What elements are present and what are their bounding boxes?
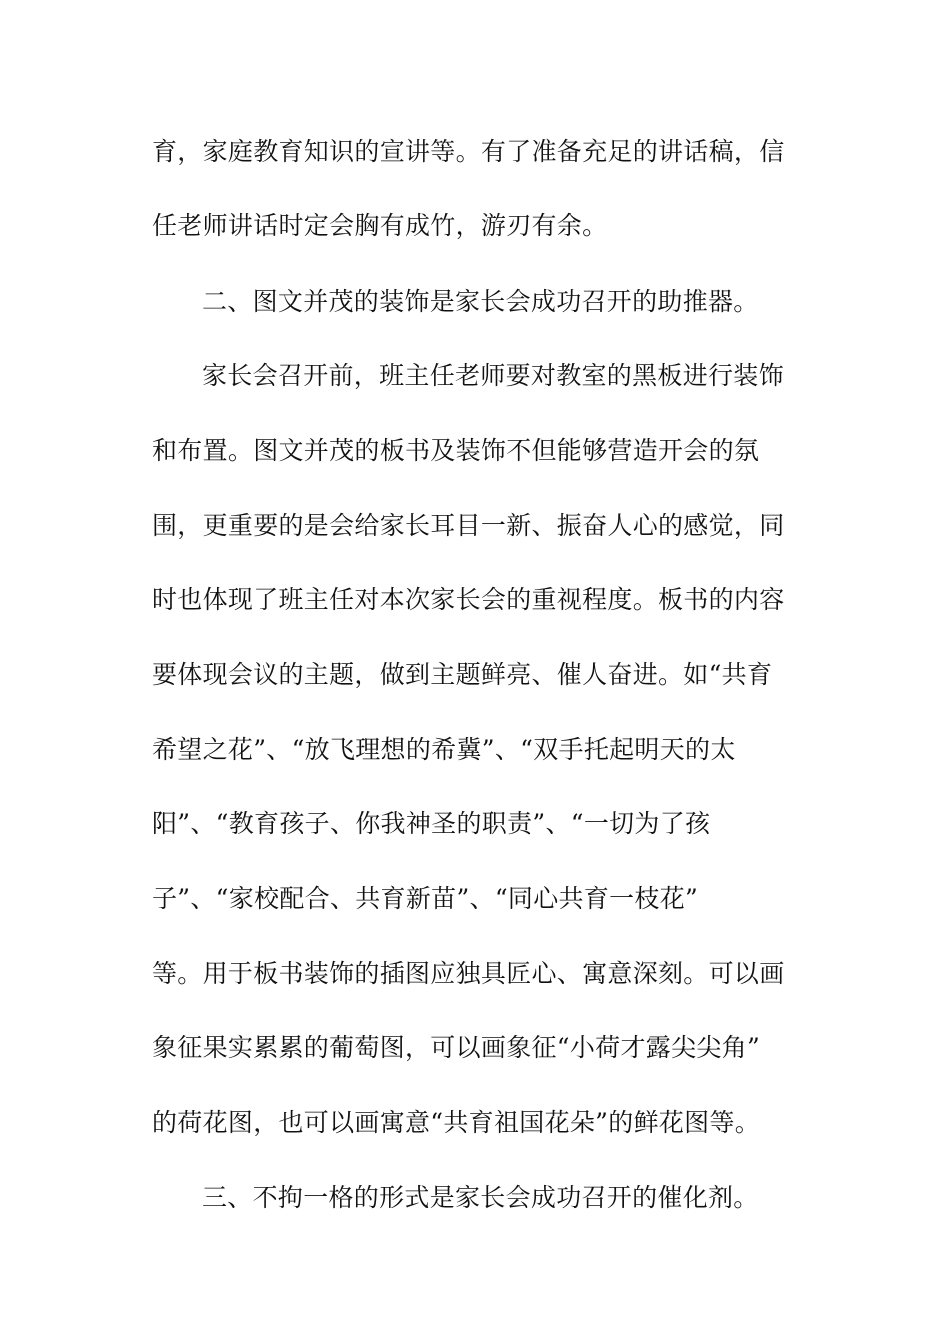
text-line: 育，家庭教育知识的宣讲等。有了准备充足的讲话稿，信 <box>152 137 785 166</box>
text-line: 子”、“家校配合、共育新苗”、“同心共育一枝花” <box>152 884 699 913</box>
section-heading: 二、图文并茂的装饰是家长会成功召开的助推器。 <box>202 287 759 316</box>
text-line: 等。用于板书装饰的插图应独具匠心、寓意深刻。可以画 <box>152 959 785 988</box>
text-line: 任老师讲话时定会胸有成竹，游刃有余。 <box>152 211 608 240</box>
text-line: 要体现会议的主题，做到主题鲜亮、催人奋进。如“共育 <box>152 660 773 689</box>
text-line: 的荷花图，也可以画寓意“共育祖国花朵”的鲜花图等。 <box>152 1108 761 1137</box>
text-line: 象征果实累累的葡萄图，可以画象征“小荷才露尖尖角” <box>152 1033 761 1062</box>
text-line: 希望之花”、“放飞理想的希冀”、“双手托起明天的太 <box>152 735 736 764</box>
text-line: 时也体现了班主任对本次家长会的重视程度。板书的内容 <box>152 585 785 614</box>
text-line: 和布置。图文并茂的板书及装饰不但能够营造开会的氛 <box>152 436 760 465</box>
section-heading: 三、不拘一格的形式是家长会成功召开的催化剂。 <box>202 1183 759 1212</box>
text-line: 围，更重要的是会给家长耳目一新、振奋人心的感觉，同 <box>152 511 785 540</box>
text-line: 阳”、“教育孩子、你我神圣的职责”、“一切为了孩 <box>152 809 711 838</box>
paragraph-first-line: 家长会召开前，班主任老师要对教室的黑板进行装饰 <box>202 361 784 390</box>
